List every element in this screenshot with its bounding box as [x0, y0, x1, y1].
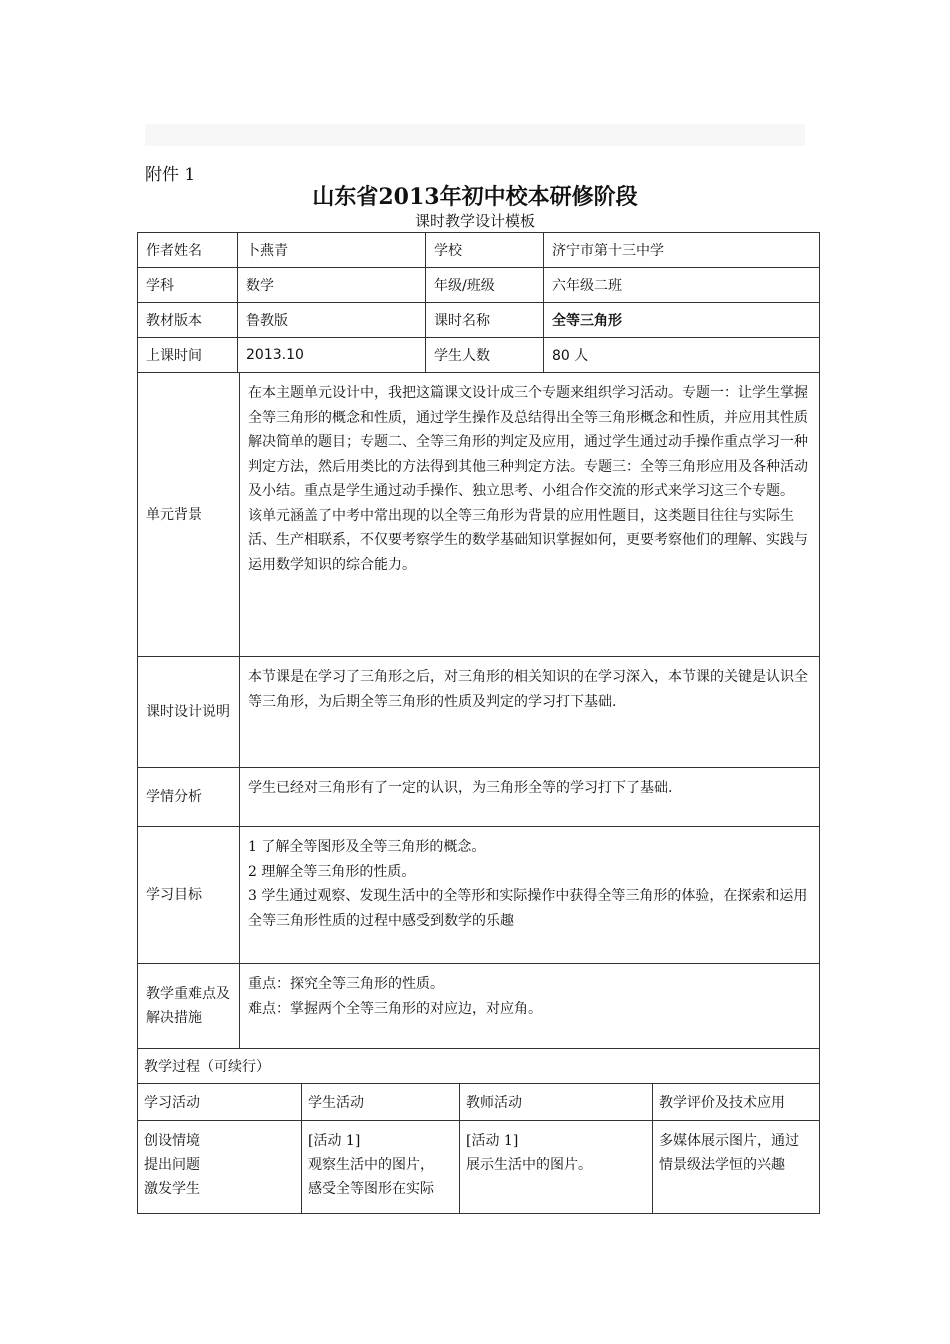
- process-table: [137, 1048, 820, 1214]
- goal-item: 2 理解全等三角形的性质。: [248, 863, 416, 880]
- cell-line: 展示生活中的图片。: [466, 1157, 592, 1173]
- cell-line: 多媒体展示图片，通过: [659, 1133, 799, 1149]
- evaluation-cell: [653, 1121, 820, 1214]
- difficult-point: 难点：掌握两个全等三角形的对应边，对应角。: [248, 1000, 542, 1017]
- unit-paragraph-1: 在本主题单元设计中，我把这篇课文设计成三个专题来组织学习活动。专题一：让学生掌握全等三角形的概念和性质，通过学生操作及总结得出全等三角形概念和性质，并应用其性质解决简单的题目；专题二、全等三角形的判定及应用，通过学生通过动手操作重点学习一种判定方法，然后用类比的方法得到其他三种判定方法。专题三：全等三角形应用及各种活动及小结。重点是学生通过动手操作、独立思考、小组合作交流的形式来学习这三个专题。: [248, 385, 808, 499]
- cell-line: 感受全等图形在实际: [308, 1181, 434, 1197]
- goals-row: [138, 827, 820, 964]
- cell-line: 创设情境: [144, 1133, 200, 1149]
- process-header: 教学过程（可续行）: [138, 1049, 820, 1084]
- process-row: [138, 1121, 820, 1214]
- cell-line: [活动 1]: [466, 1133, 519, 1149]
- lesson-label: 课时名称: [426, 303, 544, 338]
- cell-line: [活动 1]: [308, 1133, 361, 1149]
- analysis-label: 学情分析: [138, 768, 240, 827]
- top-shade-bar: [145, 124, 805, 146]
- page-title: 山东省2013年初中校本研修阶段: [312, 184, 638, 210]
- goal-item: 1 了解全等图形及全等三角形的概念。: [248, 839, 486, 855]
- col-student-activity: 学生活动: [302, 1084, 460, 1121]
- unit-text: [240, 373, 820, 657]
- unit-row: [138, 373, 820, 657]
- info-row: [138, 303, 820, 338]
- key-point: 重点：探究全等三角形的性质。: [248, 976, 444, 992]
- attachment-label: 附件 1: [145, 165, 196, 185]
- students-value: 80 人: [544, 338, 820, 373]
- subject-value: 数学: [238, 268, 426, 303]
- learning-activity-cell: [138, 1121, 302, 1214]
- students-label: 学生人数: [426, 338, 544, 373]
- key-label: 教学重难点及解决措施: [138, 964, 240, 1049]
- col-learning-activity: 学习活动: [138, 1084, 302, 1121]
- grade-value: 六年级二班: [544, 268, 820, 303]
- student-activity-cell: [302, 1121, 460, 1214]
- goals-text: [240, 827, 820, 964]
- lesson-value: 全等三角形: [544, 303, 820, 338]
- time-value: 2013.10: [238, 338, 426, 373]
- unit-paragraph-2: 该单元涵盖了中考中常出现的以全等三角形为背景的应用性题目，这类题目往往与实际生活、生产相联系，不仅要考察学生的数学基础知识掌握如何，更要考察他们的理解、实践与运用数学知识的综合能力。: [248, 507, 808, 573]
- cell-line: 提出问题: [144, 1157, 200, 1173]
- info-row: [138, 268, 820, 303]
- design-table: [137, 372, 820, 1049]
- school-label: 学校: [426, 233, 544, 268]
- cell-line: 观察生活中的图片，: [308, 1157, 434, 1173]
- key-row: [138, 964, 820, 1049]
- unit-label: 单元背景: [138, 373, 240, 657]
- info-row: [138, 338, 820, 373]
- subject-label: 学科: [138, 268, 238, 303]
- edition-label: 教材版本: [138, 303, 238, 338]
- goals-label: 学习目标: [138, 827, 240, 964]
- author-label: 作者姓名: [138, 233, 238, 268]
- design-row: [138, 657, 820, 768]
- teacher-activity-cell: [460, 1121, 653, 1214]
- col-teacher-activity: 教师活动: [460, 1084, 653, 1121]
- school-value: 济宁市第十三中学: [544, 233, 820, 268]
- key-text: [240, 964, 820, 1049]
- col-evaluation: 教学评价及技术应用: [653, 1084, 820, 1121]
- process-column-headers: [138, 1084, 820, 1121]
- analysis-row: [138, 768, 820, 827]
- info-row: [138, 233, 820, 268]
- design-text: 本节课是在学习了三角形之后，对三角形的相关知识的在学习深入，本节课的关键是认识全等三角形，为后期全等三角形的性质及判定的学习打下基础.: [240, 657, 820, 768]
- design-label: 课时设计说明: [138, 657, 240, 768]
- edition-value: 鲁教版: [238, 303, 426, 338]
- analysis-text: 学生已经对三角形有了一定的认识，为三角形全等的学习打下了基础.: [240, 768, 820, 827]
- page-subtitle: 课时教学设计模板: [414, 212, 535, 230]
- cell-line: 情景级法学恒的兴趣: [659, 1157, 785, 1173]
- cell-line: 激发学生: [144, 1181, 200, 1197]
- goal-item: 3 学生通过观察、发现生活中的全等形和实际操作中获得全等三角形的体验，在探索和运用全等三角形性质的过程中感受到数学的乐趣: [248, 888, 808, 929]
- grade-label: 年级/班级: [426, 268, 544, 303]
- author-value: 卜燕青: [238, 233, 426, 268]
- time-label: 上课时间: [138, 338, 238, 373]
- info-table: [137, 232, 820, 373]
